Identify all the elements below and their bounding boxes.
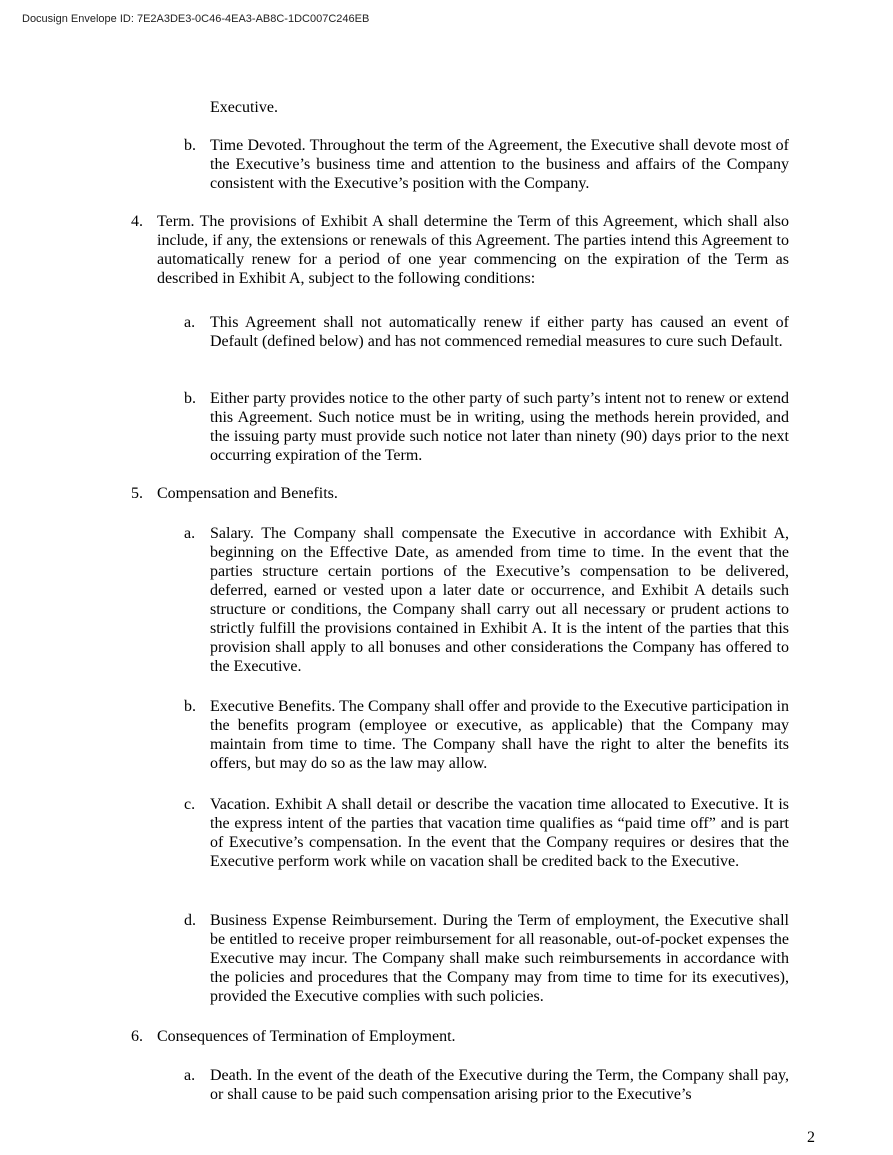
clause-notice: Either party provides notice to the other party of such party’s intent not to renew or extend this Agreement. Such notice must be in writing, using the methods herein provided, and the issuing party must provide such notice not later than ninety (90) days prior to the next occurring expiration of the Term. [210, 390, 789, 464]
section-compensation-heading: Compensation and Benefits. [157, 485, 338, 502]
clause-salary: Salary. The Company shall compensate the Executive in accordance with Exhibit A, beginning on the Effective Date, as amended from time to time. In the event that the parties structure certain portions of the Executive’s compensation to be delivered, deferred, earned or vested upon a later date or occurrence, and Exhibit A details such structure or conditions, the Company shall carry out all necessary or prudent actions to strictly fulfill the provisions contained in Exhibit A. It is the intent of the parties that this provision shall apply to all bonuses and other considerations the Company has offered to the Executive. [210, 525, 789, 675]
list-marker: c. [184, 796, 196, 813]
list-marker: a. [184, 314, 196, 331]
section-number: 5. [131, 485, 143, 502]
section-term: Term. The provisions of Exhibit A shall determine the Term of this Agreement, which shall also include, if any, the extensions or renewals of this Agreement. The parties intend this Agreement to automatically renew for a period of one year commencing on the expiration of the Term as described in Exhibit A, subject to the following conditions: [157, 213, 789, 287]
list-marker: b. [184, 698, 196, 715]
list-marker: d. [184, 912, 196, 929]
continued-text: Executive. [210, 99, 278, 116]
list-marker: a. [184, 1067, 196, 1084]
list-marker: a. [184, 525, 196, 542]
section-termination-heading: Consequences of Termination of Employment. [157, 1028, 456, 1045]
list-marker: b. [184, 137, 196, 154]
clause-no-auto-renew: This Agreement shall not automatically renew if either party has caused an event of Default (defined below) and has not commenced remedial measures to cure such Default. [210, 314, 789, 350]
list-marker: b. [184, 390, 196, 407]
clause-vacation: Vacation. Exhibit A shall detail or describe the vacation time allocated to Executive. It is the express intent of the parties that vacation time qualifies as “paid time off” and is part of Executive’s compensation. In the event that the Company requires or desires that the Executive perform work while on vacation shall be credited back to the Executive. [210, 796, 789, 870]
envelope-id: Docusign Envelope ID: 7E2A3DE3-0C46-4EA3-AB8C-1DC007C246EB [22, 13, 370, 25]
clause-benefits: Executive Benefits. The Company shall offer and provide to the Executive participation in the benefits program (employee or executive, as applicable) that the Company may maintain from time to time. The Company shall have the right to alter the benefits its offers, but may do so as the law may allow. [210, 698, 789, 772]
section-number: 6. [131, 1028, 143, 1045]
clause-expense-reimbursement: Business Expense Reimbursement. During the Term of employment, the Executive shall be entitled to receive proper reimbursement for all reasonable, out-of-pocket expenses the Executive may incur. The Company shall make such reimbursements in accordance with the policies and procedures that the Company may from time to time for its executives), provided the Executive complies with such policies. [210, 912, 789, 1005]
section-number: 4. [131, 213, 143, 230]
page-number: 2 [807, 1129, 815, 1146]
clause-death: Death. In the event of the death of the Executive during the Term, the Company shall pay, or shall cause to be paid such compensation arising prior to the Executive’s [210, 1067, 789, 1103]
clause-time-devoted: Time Devoted. Throughout the term of the Agreement, the Executive shall devote most of the Executive’s business time and attention to the business and affairs of the Company consistent with the Executive’s position with the Company. [210, 137, 789, 192]
